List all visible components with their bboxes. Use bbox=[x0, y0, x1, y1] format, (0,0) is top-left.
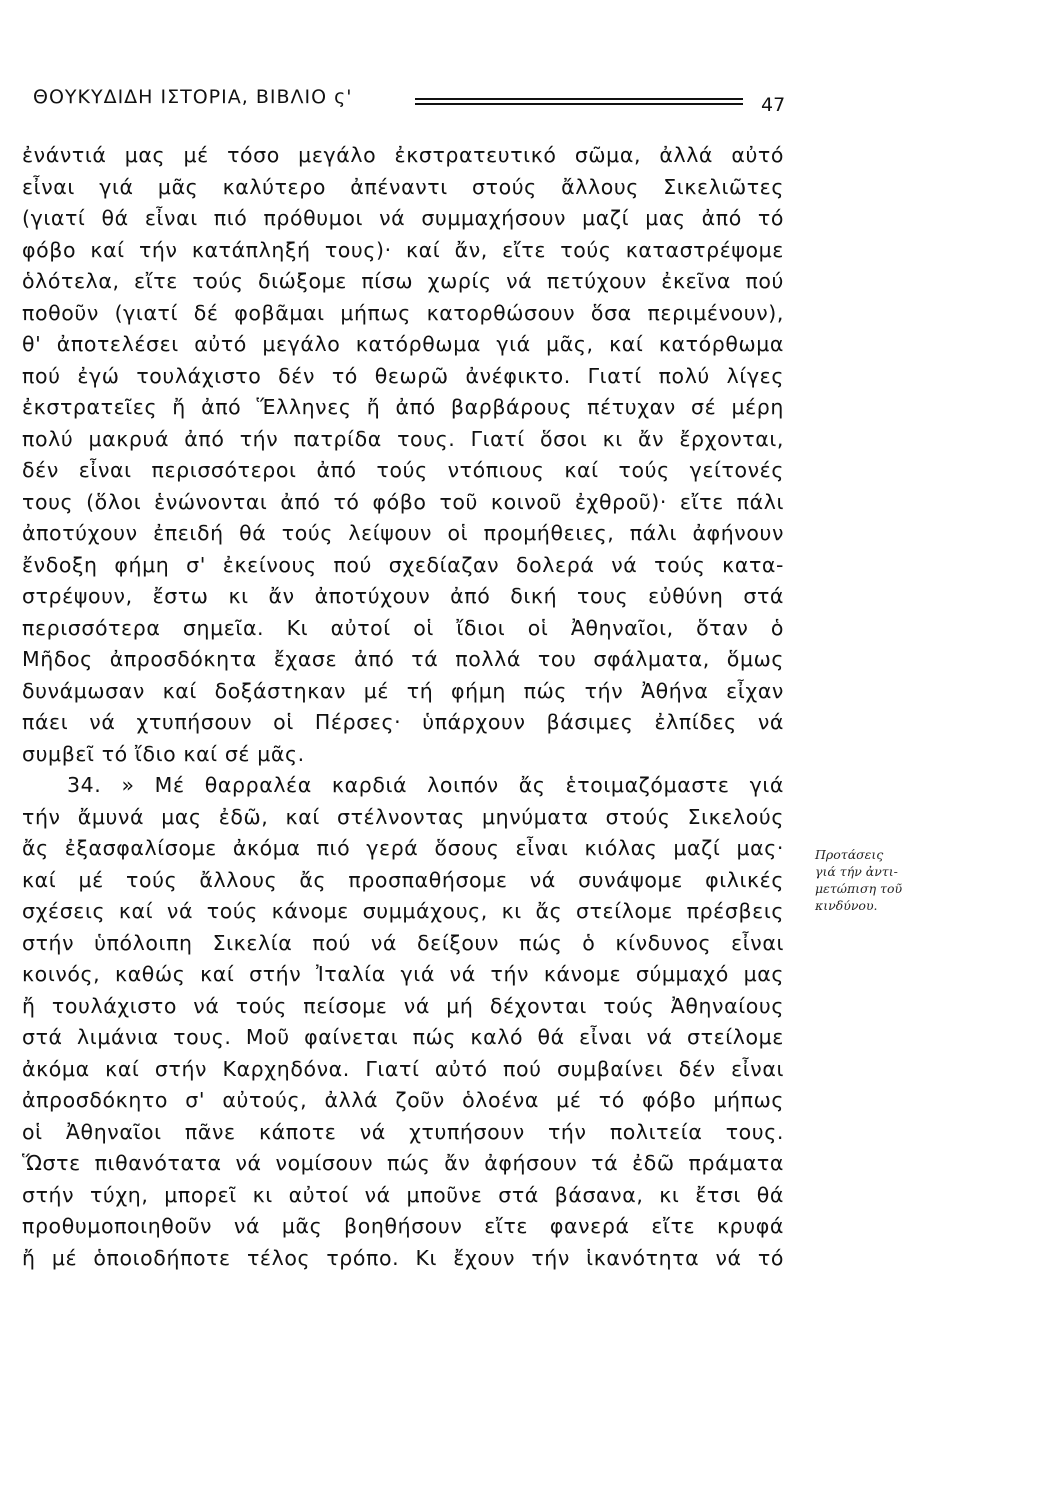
text-line: περισσότερα σημεῖα. Κι αὐτοί οἱ ἴδιοι οἱ Ἀθηναῖοι, ὅταν ὁ bbox=[22, 615, 784, 640]
text-line: οἱ Ἀθηναῖοι πᾶνε κάποτε νά χτυπήσουν τήν πολιτεία τους. bbox=[22, 1119, 784, 1144]
text-line: 34. » Μέ θαρραλέα καρδιά λοιπόν ἄς ἑτοιμαζόμαστε γιά bbox=[67, 773, 784, 797]
text-line: ἀποτύχουν ἐπειδή θά τούς λείψουν οἱ προμήθειες, πάλι ἀφήνουν bbox=[22, 521, 784, 545]
text-line: δέν εἶναι περισσότεροι ἀπό τούς ντόπιους καί τούς γείτονές bbox=[22, 458, 784, 482]
text-line: πάει νά χτυπήσουν οἱ Πέρσες· ὑπάρχουν βάσιμες ἐλπίδες νά bbox=[22, 710, 784, 734]
text-line: κοινός, καθώς καί στήν Ἰταλία γιά νά τήν κάνομε σύμμαχό μας bbox=[22, 962, 784, 986]
text-line: στήν τύχη, μπορεῖ κι αὐτοί νά μποῦνε στά βάσανα, κι ἔτσι θά bbox=[22, 1182, 784, 1207]
text-line: ποθοῦν (γιατί δέ φοβᾶμαι μήπως κατορθώσουν ὅσα περιμένουν), bbox=[22, 300, 784, 325]
running-head: ΘΟΥΚΥΔΙΔΗ ΙΣΤΟΡΙΑ, ΒΙΒΛΙΟ ς' bbox=[33, 86, 353, 108]
margin-note-line: Προτάσεις bbox=[815, 847, 884, 862]
text-line: θ' ἀποτελέσει αὐτό μεγάλο κατόρθωμα γιά μᾶς, καί κατόρθωμα bbox=[22, 332, 784, 356]
text-line: ἀπροσδόκητο σ' αὐτούς, ἀλλά ζοῦν ὁλοένα μέ τό φόβο μήπως bbox=[22, 1088, 784, 1112]
text-line: στήν ὑπόλοιπη Σικελία πού νά δείξουν πώς ὁ κίνδυνος εἶναι bbox=[22, 930, 784, 955]
margin-note bbox=[815, 846, 925, 914]
text-line: εἶναι γιά μᾶς καλύτερο ἀπέναντι στούς ἄλλους Σικελιῶτες bbox=[22, 174, 784, 199]
page-number: 47 bbox=[761, 94, 786, 116]
text-line: ἄς ἐξασφαλίσομε ἀκόμα πιό γερά ὅσους εἶναι κιόλας μαζί μας· bbox=[22, 836, 784, 860]
text-line: στρέψουν, ἔστω κι ἄν ἀποτύχουν ἀπό δική τους εὐθύνη στά bbox=[22, 584, 784, 608]
page-header bbox=[33, 86, 793, 116]
margin-note-line: κινδύνου. bbox=[815, 898, 878, 913]
text-line: δυνάμωσαν καί δοξάστηκαν μέ τή φήμη πώς τήν Ἀθήνα εἶχαν bbox=[22, 678, 784, 703]
text-line: φόβο καί τήν κατάπληξή τους)· καί ἄν, εἴτε τούς καταστρέψομε bbox=[22, 237, 784, 262]
text-line: Μῆδος ἀπροσδόκητα ἔχασε ἀπό τά πολλά του σφάλματα, ὅμως bbox=[22, 647, 784, 671]
text-line: Ὥστε πιθανότατα νά νομίσουν πώς ἄν ἀφήσουν τά ἐδῶ πράματα bbox=[22, 1151, 784, 1175]
text-line: προθυμοποιηθοῦν νά μᾶς βοηθήσουν εἴτε φανερά εἴτε κρυφά bbox=[22, 1214, 784, 1238]
text-line: στά λιμάνια τους. Μοῦ φαίνεται πώς καλό θά εἶναι νά στείλομε bbox=[22, 1025, 784, 1049]
text-line: σχέσεις καί νά τούς κάνομε συμμάχους, κι ἄς στείλομε πρέσβεις bbox=[22, 899, 784, 923]
text-line: ὁλότελα, εἴτε τούς διώξομε πίσω χωρίς νά πετύχουν ἐκεῖνα πού bbox=[22, 269, 784, 293]
text-line: τους (ὅλοι ἑνώνονται ἀπό τό φόβο τοῦ κοινοῦ ἐχθροῦ)· εἴτε πάλι bbox=[22, 489, 784, 514]
text-line: ἀκόμα καί στήν Καρχηδόνα. Γιατί αὐτό πού συμβαίνει δέν εἶναι bbox=[22, 1056, 784, 1081]
body-text bbox=[22, 140, 784, 1274]
header-rule bbox=[415, 98, 743, 100]
text-line: συμβεῖ τό ἴδιο καί σέ μᾶς. bbox=[22, 741, 305, 766]
text-line: (γιατί θά εἶναι πιό πρόθυμοι νά συμμαχήσουν μαζί μας ἀπό τό bbox=[22, 206, 784, 230]
text-line: ἤ μέ ὁποιοδήποτε τέλος τρόπο. Κι ἔχουν τήν ἱκανότητα νά τό bbox=[22, 1245, 784, 1270]
text-line: καί μέ τούς ἄλλους ἄς προσπαθήσομε νά συνάψομε φιλικές bbox=[22, 867, 784, 892]
text-line: πολύ μακρυά ἀπό τήν πατρίδα τους. Γιατί ὅσοι κι ἄν ἔρχονται, bbox=[22, 426, 784, 451]
text-line: ἐκστρατεῖες ἤ ἀπό Ἕλληνες ἤ ἀπό βαρβάρους πέτυχαν σέ μέρη bbox=[22, 395, 784, 419]
text-line: ἐνάντιά μας μέ τόσο μεγάλο ἐκστρατευτικό σῶμα, ἀλλά αὐτό bbox=[22, 143, 784, 167]
margin-note-line: μετώπιση τοῦ bbox=[815, 881, 903, 896]
header-rule-double bbox=[415, 103, 743, 105]
text-line: ἔνδοξη φήμη σ' ἐκείνους πού σχεδίαζαν δολερά νά τούς κατα- bbox=[22, 552, 784, 577]
text-line: πού ἐγώ τουλάχιστο δέν τό θεωρῶ ἀνέφικτο. Γιατί πολύ λίγες bbox=[22, 363, 784, 388]
text-line: ἤ τουλάχιστο νά τούς πείσομε νά μή δέχονται τούς Ἀθηναίους bbox=[22, 993, 784, 1018]
text-line: τήν ἄμυνά μας ἐδῶ, καί στέλνοντας μηνύματα στούς Σικελούς bbox=[22, 804, 784, 829]
margin-note-line: γιά τήν ἀντι- bbox=[815, 864, 898, 879]
